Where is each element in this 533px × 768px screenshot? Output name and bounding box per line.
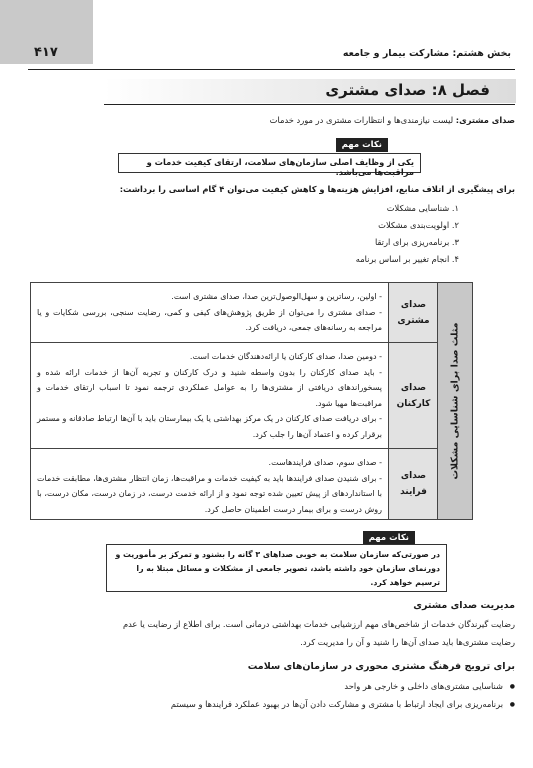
chapter-title: فصل ۸: صدای مشتری — [325, 81, 490, 99]
row-line: - برای دریافت صدای کارکنان در یک مرکز بهداشتی یا یک بیمارستان باید با آن‌ها ارتباط صادقانه و مستمر برقرار کرده و اعتماد آن‌ها را جلب کرد. — [37, 414, 382, 439]
row-line: - باید صدای کارکنان را بدون واسطه شنید و درک کارکنان و تجربه آن‌ها از خدمات ارائه شده و پسخوراندهای دریافتی از مشتری‌ها را به عوامل عملکردی ترجمه نمود تا اسباب ارتقای خدمات و مراقبت‌ها مهیا شود. — [37, 367, 382, 408]
step-item: ۱. شناسایی مشکلات — [386, 203, 459, 213]
step-item: ۳. برنامه‌ریزی برای ارتقا — [374, 237, 459, 247]
definition-text: لیست نیازمندی‌ها و انتظارات مشتری در مورد خدمات — [269, 115, 456, 125]
running-header-title: بخش هشتم: مشارکت بیمار و جامعه — [342, 48, 511, 59]
row-header — [388, 343, 438, 448]
section-title: مدیریت صدای مشتری — [413, 600, 515, 611]
definition-line — [270, 115, 515, 125]
paragraph-line: رضایت گیرندگان خدمات از شاخص‌های مهم ارزشیابی خدمات بهداشتی درمانی است. برای اطلاع از رضایت یا عدم — [122, 619, 515, 629]
row-header-label: صدای کارکنان — [396, 382, 431, 409]
row-line: - دومین صدا، صدای کارکنان یا ارائه‌دهندگان خدمات است. — [189, 352, 382, 361]
important-note-tag: نکات مهم — [336, 138, 388, 152]
bullet-item: برنامه‌ریزی برای ایجاد ارتباط با مشتری و مشارکت دادن آن‌ها در بهبود عملکرد فرایندها و سیستم ● — [171, 699, 503, 709]
paragraph-line: رضایت مشتری‌ها باید صدای آن‌ها را شنید و آن را مدیریت کرد. — [300, 637, 515, 647]
important-note-text: یکی از وظایف اصلی سازمان‌های سلامت، ارتقای کیفیت خدمات و مراقبت‌ها می‌باشد. — [146, 157, 414, 177]
important-note-tag: نکات مهم — [363, 531, 415, 545]
chapter-title-band — [104, 79, 516, 103]
important-note-box — [118, 153, 421, 177]
definition-term: صدای مشتری: — [455, 115, 515, 125]
header-rule — [28, 69, 515, 70]
section-title: برای ترویج فرهنگ مشتری محوری در سازمان‌های سلامت — [247, 661, 515, 672]
row-content — [37, 349, 382, 443]
row-line: - صدای مشتری را می‌توان از طریق پژوهش‌های کیفی و کمی، رضایت سنجی، بررسی شکایات و یا مراجعه به رسانه‌های جمعی، دریافت کرد. — [37, 307, 382, 333]
row-line: - اولین، رساترین و سهل‌الوصول‌ترین صدا، صدای مشتری است. — [171, 292, 382, 301]
row-header — [388, 449, 438, 519]
important-note-box — [106, 544, 447, 592]
table-row — [31, 343, 438, 449]
voice-triangle-table — [30, 282, 469, 520]
table-side-label: مثلث صدا برای شناسایی مشکلات — [449, 322, 461, 480]
step-item: ۲. اولویت‌بندی مشکلات — [378, 220, 459, 230]
row-content — [37, 455, 382, 517]
row-header — [388, 283, 438, 342]
chapter-rule — [104, 104, 515, 105]
table-row — [31, 449, 438, 519]
page-header — [0, 44, 533, 70]
bullet-item: شناسایی مشتری‌های داخلی و خارجی هر واحد ● — [344, 681, 503, 691]
row-line: - برای شنیدن صدای فرایندها باید به کیفیت خدمات و مراقبت‌ها، زمان انتظار مشتری‌ها، مطابقت خدمات با استانداردهای از پیش تعیین شده توجه نمود و از ارائه خدمت درست، در زمان درست، مکان درست، با روش درست و برای بیمار درست اطمینان حاصل کرد. — [37, 473, 382, 514]
table-row — [31, 283, 438, 343]
step-item: ۴. انجام تغییر بر اساس برنامه — [355, 254, 459, 264]
row-content — [37, 289, 382, 336]
page-number: ۴۱۷ — [34, 45, 58, 60]
important-note-text: در صورتی‌که سازمان سلامت به خوبی صداهای ۳ گانه را بشنود و تمرکز بر مأموریت و دورنمای سازمان خود داشته باشد، تصویر جامعی از مشکلات و مسائل مبتلا به را ترسیم خواهد کرد. — [115, 550, 440, 587]
row-header-label: صدای مشتری — [397, 299, 430, 326]
steps-intro: برای پیشگیری از اتلاف منابع، افزایش هزینه‌ها و کاهش کیفیت می‌توان ۴ گام اساسی را برداشت: — [119, 184, 515, 194]
row-header-label: صدای فرایند — [400, 471, 427, 497]
table-side-label-cell — [437, 282, 473, 520]
row-line: - صدای سوم، صدای فرایندهاست. — [268, 458, 382, 467]
